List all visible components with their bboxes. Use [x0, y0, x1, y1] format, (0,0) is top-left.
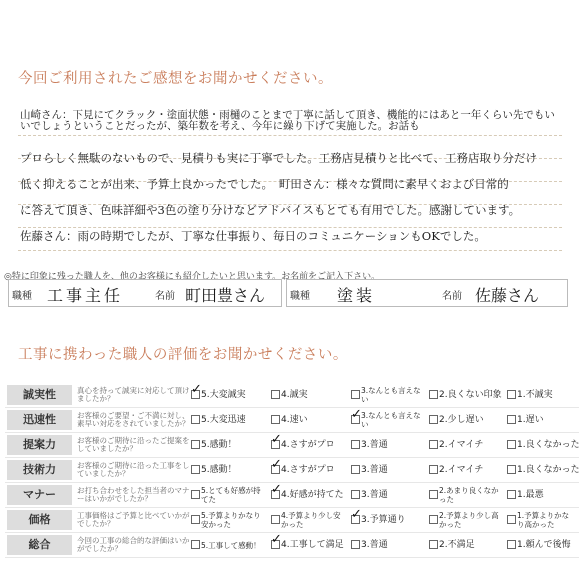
checkbox-icon[interactable]	[429, 390, 438, 399]
rating-option[interactable]	[507, 508, 579, 533]
category-label: 提案力	[7, 435, 72, 455]
rating-option[interactable]	[429, 458, 507, 483]
role-label: 職種	[290, 291, 310, 302]
option-label: 2.予算より少し高かった	[439, 511, 499, 529]
option-label: 5.大変迅速	[201, 414, 246, 425]
option-label: 3.なんとも言えない	[361, 411, 421, 429]
checked-checkbox-icon[interactable]	[191, 390, 200, 399]
option-label: 4.予算より少し安かった	[281, 511, 341, 529]
checkbox-icon[interactable]	[191, 540, 200, 549]
rating-option[interactable]	[191, 408, 271, 433]
evaluation-row	[5, 508, 579, 533]
checkbox-icon[interactable]	[191, 515, 200, 524]
option-label: 2.良くない印象	[439, 389, 502, 400]
comment-line: 山崎さん：下見にてクラック・塗面状態・雨樋のことまで丁寧に話して頂き、機能的にはあと一年くらい先でもいいでしょうということだったが、築年数を考え、今年に繰り下げて実施した。お話も	[20, 109, 555, 132]
checkbox-icon[interactable]	[507, 465, 516, 474]
category-label: 総合	[7, 535, 72, 555]
category-cell	[5, 508, 77, 533]
rating-option[interactable]	[191, 433, 271, 458]
rating-option[interactable]	[191, 383, 271, 408]
evaluation-row	[5, 383, 579, 408]
option-label: 1.最悪	[517, 489, 544, 500]
rating-option[interactable]	[351, 508, 429, 533]
rating-option[interactable]	[351, 408, 429, 433]
option-label: 1.良くなかった	[517, 464, 580, 475]
category-cell	[5, 483, 77, 508]
craftsman-name: 町田豊さん	[185, 286, 266, 305]
option-label: 3.普通	[361, 489, 388, 500]
checkbox-icon[interactable]	[429, 490, 438, 499]
rating-option[interactable]	[429, 483, 507, 508]
category-cell	[5, 433, 77, 458]
option-label: 5.感動！	[201, 464, 237, 475]
checkbox-icon[interactable]	[507, 440, 516, 449]
evaluation-row	[5, 408, 579, 433]
checkbox-icon[interactable]	[507, 390, 516, 399]
rating-option[interactable]	[351, 458, 429, 483]
option-label: 2.少し遅い	[439, 414, 484, 425]
checkbox-icon[interactable]	[507, 515, 516, 524]
option-label: 4.さすがプロ	[281, 464, 335, 475]
checkbox-icon[interactable]	[429, 440, 438, 449]
checkbox-icon[interactable]	[351, 390, 360, 399]
rating-option[interactable]	[507, 383, 579, 408]
option-label: 1.頼んで後悔	[517, 539, 571, 550]
rating-option[interactable]	[507, 433, 579, 458]
category-cell	[5, 383, 77, 408]
checkbox-icon[interactable]	[191, 440, 200, 449]
category-label: 技術力	[7, 460, 72, 480]
checkbox-icon[interactable]	[191, 465, 200, 474]
comment-line: 低く抑えることが出来、予算上良かったでした。 町田さん：様々な質問に素早くおよび日常的	[20, 177, 509, 191]
option-label: 4.好感が持てた	[281, 489, 344, 500]
evaluation-row	[5, 483, 579, 508]
category-label: 迅速性	[7, 410, 72, 430]
rating-option[interactable]	[507, 533, 579, 558]
rating-option[interactable]	[507, 483, 579, 508]
checkbox-icon[interactable]	[429, 465, 438, 474]
rating-option[interactable]	[507, 408, 579, 433]
category-label: マナー	[7, 485, 72, 505]
question-text: お客様のご要望・ご不満に対し、素早い対応をされていましたか？	[77, 408, 191, 433]
option-label: 5.感動！	[201, 439, 237, 450]
checkbox-icon[interactable]	[271, 390, 280, 399]
craftsman-name: 佐藤さん	[475, 286, 540, 305]
option-label: 1.予算よりかなり高かった	[517, 511, 570, 529]
option-label: 5.とても好感が持てた	[201, 486, 261, 504]
rating-option[interactable]	[271, 508, 351, 533]
checkbox-icon[interactable]	[191, 415, 200, 424]
rating-option[interactable]	[271, 458, 351, 483]
evaluation-heading: 工事に携わった職人の評価をお聞かせください。	[18, 347, 348, 363]
checkbox-icon[interactable]	[429, 540, 438, 549]
rating-option[interactable]	[429, 408, 507, 433]
option-label: 1.遅い	[517, 414, 544, 425]
checkbox-icon[interactable]	[429, 415, 438, 424]
option-label: 5.予算よりかなり安かった	[201, 511, 261, 529]
question-text: お打ち合わせをした担当者のマナーはいかがでしたか？	[77, 483, 191, 508]
option-label: 3.予算通り	[361, 514, 406, 525]
option-label: 2.あまり良くなかった	[439, 486, 499, 504]
rating-option[interactable]	[429, 433, 507, 458]
evaluation-row	[5, 433, 579, 458]
evaluation-table	[5, 383, 579, 558]
option-label: 3.普通	[361, 464, 388, 475]
option-label: 2.イマイチ	[439, 464, 484, 475]
evaluation-row	[5, 458, 579, 483]
comment-line: 佐藤さん：雨の時期でしたが、丁寧な仕事振り、毎日のコミュニケーションもOKでした。	[20, 229, 486, 243]
impression-heading: 今回ご利用されたご感想をお聞かせください。	[18, 71, 333, 87]
checkbox-icon[interactable]	[191, 490, 200, 499]
comment-line: に答えて頂き、色味詳細や3色の塗り分けなどアドバイスもとても有用でした。感謝しています。	[20, 203, 521, 217]
question-text: 工事価格はご予算と比べていかがでしたか？	[77, 508, 191, 533]
rating-option[interactable]	[429, 508, 507, 533]
craftsman-role: 塗装	[337, 286, 376, 305]
option-label: 1.不誠実	[517, 389, 553, 400]
checked-checkbox-icon[interactable]	[271, 490, 280, 499]
option-label: 2.イマイチ	[439, 439, 484, 450]
checked-checkbox-icon[interactable]	[271, 540, 280, 549]
checked-checkbox-icon[interactable]	[351, 415, 360, 424]
checkbox-icon[interactable]	[351, 440, 360, 449]
rating-option[interactable]	[191, 508, 271, 533]
rating-option[interactable]	[191, 533, 271, 558]
evaluation-row	[5, 533, 579, 558]
option-label: 3.なんとも言えない	[361, 386, 421, 404]
checked-checkbox-icon[interactable]	[271, 440, 280, 449]
checkbox-icon[interactable]	[271, 515, 280, 524]
option-label: 4.誠実	[281, 389, 308, 400]
checkbox-icon[interactable]	[351, 465, 360, 474]
recommendation-note: ◎特に印象に残った職人を、他のお客様にも紹介したいと思います。お名前をご記入下さい。	[4, 272, 381, 282]
rating-option[interactable]	[271, 433, 351, 458]
name-label: 名前	[155, 291, 175, 302]
checkbox-icon[interactable]	[507, 490, 516, 499]
question-text: 真心を持って誠実に対応して頂けましたか？	[77, 383, 191, 408]
rating-option[interactable]	[271, 533, 351, 558]
checkbox-icon[interactable]	[507, 415, 516, 424]
craftsman-role: 工事主任	[47, 286, 124, 305]
category-label: 誠実性	[7, 385, 72, 405]
question-text: お客様のご期待に沿ったご提案をしていましたか？	[77, 433, 191, 458]
rating-option[interactable]	[351, 483, 429, 508]
craftsman-field-2	[286, 279, 568, 307]
rating-option[interactable]	[271, 408, 351, 433]
option-label: 2.不満足	[439, 539, 475, 550]
rating-option[interactable]	[191, 458, 271, 483]
rating-option[interactable]	[271, 483, 351, 508]
rating-option[interactable]	[351, 433, 429, 458]
rating-option[interactable]	[507, 458, 579, 483]
rating-option[interactable]	[351, 383, 429, 408]
option-label: 5.大変誠実	[201, 389, 246, 400]
checkbox-icon[interactable]	[271, 415, 280, 424]
craftsman-field-1	[8, 279, 282, 307]
rating-option[interactable]	[351, 533, 429, 558]
category-cell	[5, 533, 77, 558]
option-label: 5.工事して感動！	[201, 540, 261, 550]
option-label: 4.速い	[281, 414, 308, 425]
category-cell	[5, 408, 77, 433]
rating-option[interactable]	[429, 533, 507, 558]
checkbox-icon[interactable]	[507, 540, 516, 549]
option-label: 4.さすがプロ	[281, 439, 335, 450]
checkbox-icon[interactable]	[351, 490, 360, 499]
role-label: 職種	[12, 291, 32, 302]
question-text: お客様のご期待に沿った工事をしていましたか？	[77, 458, 191, 483]
option-label: 3.普通	[361, 539, 388, 550]
rating-option[interactable]	[191, 483, 271, 508]
checked-checkbox-icon[interactable]	[271, 465, 280, 474]
checkbox-icon[interactable]	[351, 540, 360, 549]
category-label: 価格	[7, 510, 72, 530]
question-text: 今回の工事の総合的な評価はいかがでしたか？	[77, 533, 191, 558]
checkbox-icon[interactable]	[429, 515, 438, 524]
option-label: 1.良くなかった	[517, 439, 580, 450]
rating-option[interactable]	[271, 383, 351, 408]
checked-checkbox-icon[interactable]	[351, 515, 360, 524]
rating-option[interactable]	[429, 383, 507, 408]
option-label: 4.工事して満足	[281, 539, 344, 550]
option-label: 3.普通	[361, 439, 388, 450]
category-cell	[5, 458, 77, 483]
name-label: 名前	[442, 291, 462, 302]
comment-line: プロらしく無駄のないもので、見積りも実に丁寧でした。工務店見積りと比べて、工務店取り分だけ	[20, 151, 538, 165]
